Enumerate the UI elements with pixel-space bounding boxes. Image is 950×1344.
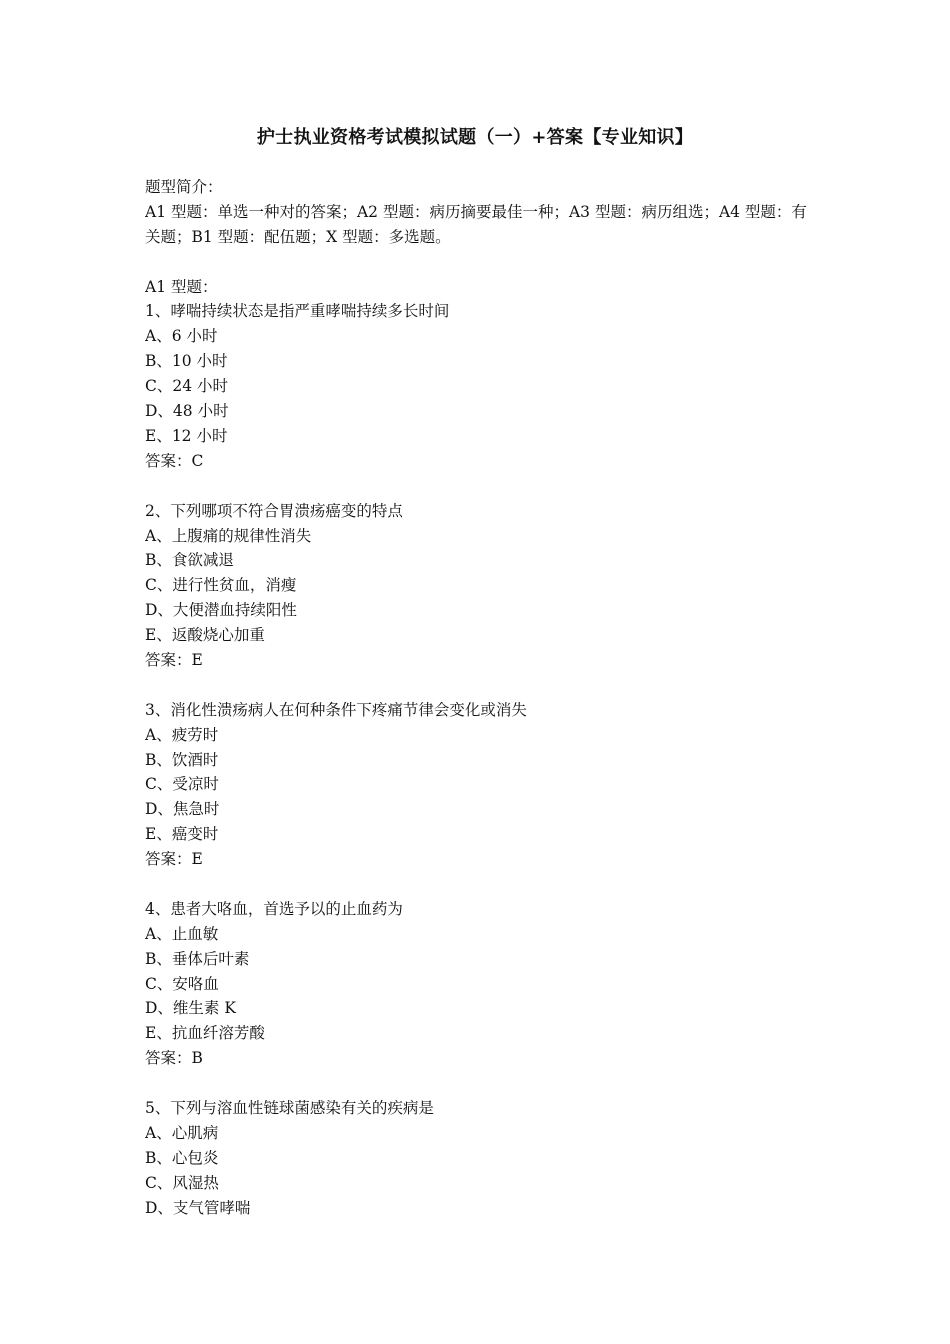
option-a: A、6 小时	[145, 327, 218, 346]
option-c: C、受凉时	[145, 775, 219, 794]
question-4	[145, 897, 810, 1071]
option-b: B、垂体后叶素	[145, 949, 250, 968]
option-d: D、维生素 K	[145, 999, 236, 1018]
option-b: B、10 小时	[145, 352, 228, 371]
option-d: D、大便潜血持续阳性	[145, 601, 297, 620]
spacer	[145, 250, 810, 275]
question-5	[145, 1096, 810, 1220]
answer-line: 答案：E	[145, 650, 203, 669]
option-a: A、疲劳时	[145, 725, 219, 744]
question-stem: 4、患者大咯血，首选予以的止血药为	[145, 899, 403, 918]
intro-heading: 题型简介：	[145, 178, 223, 196]
option-a: A、止血敏	[145, 924, 219, 943]
page-title: 护士执业资格考试模拟试题（一）+答案【专业知识】	[256, 127, 694, 148]
option-d: D、48 小时	[145, 402, 229, 421]
option-a: A、心肌病	[145, 1123, 219, 1142]
question-stem: 1、哮喘持续状态是指严重哮喘持续多长时间	[145, 302, 450, 321]
spacer	[145, 673, 810, 698]
option-b: B、心包炎	[145, 1148, 219, 1167]
option-c: C、进行性贫血，消瘦	[145, 576, 297, 595]
section-heading: A1 型题：	[145, 277, 218, 296]
document-body	[145, 175, 810, 1220]
intro-text: A1 型题：单选一种对的答案；A2 型题：病历摘要最佳一种；A3 型题：病历组选；A4 型题：有关题；B1 型题：配伍题；X 型题：多选题。	[145, 202, 807, 246]
option-c: C、安咯血	[145, 974, 219, 993]
question-stem: 2、下列哪项不符合胃溃疡癌变的特点	[145, 501, 403, 520]
answer-line: 答案：B	[145, 1049, 203, 1068]
spacer	[145, 1071, 810, 1096]
option-e: E、抗血纤溶芳酸	[145, 1024, 265, 1043]
option-d: D、焦急时	[145, 800, 220, 819]
option-c: C、风湿热	[145, 1173, 219, 1192]
option-b: B、饮酒时	[145, 750, 219, 769]
option-e: E、返酸烧心加重	[145, 626, 265, 645]
option-c: C、24 小时	[145, 377, 229, 396]
question-2	[145, 499, 810, 673]
spacer	[145, 872, 810, 897]
question-stem: 5、下列与溶血性链球菌感染有关的疾病是	[145, 1098, 434, 1117]
spacer	[145, 474, 810, 499]
answer-line: 答案：E	[145, 850, 203, 869]
option-d: D、支气管哮喘	[145, 1198, 251, 1217]
option-b: B、食欲减退	[145, 551, 234, 570]
question-1	[145, 299, 810, 473]
option-e: E、12 小时	[145, 426, 228, 445]
answer-line: 答案：C	[145, 451, 204, 470]
option-a: A、上腹痛的规律性消失	[145, 526, 312, 545]
question-stem: 3、消化性溃疡病人在何种条件下疼痛节律会变化或消失	[145, 700, 527, 719]
question-3	[145, 698, 810, 872]
option-e: E、癌变时	[145, 825, 219, 844]
